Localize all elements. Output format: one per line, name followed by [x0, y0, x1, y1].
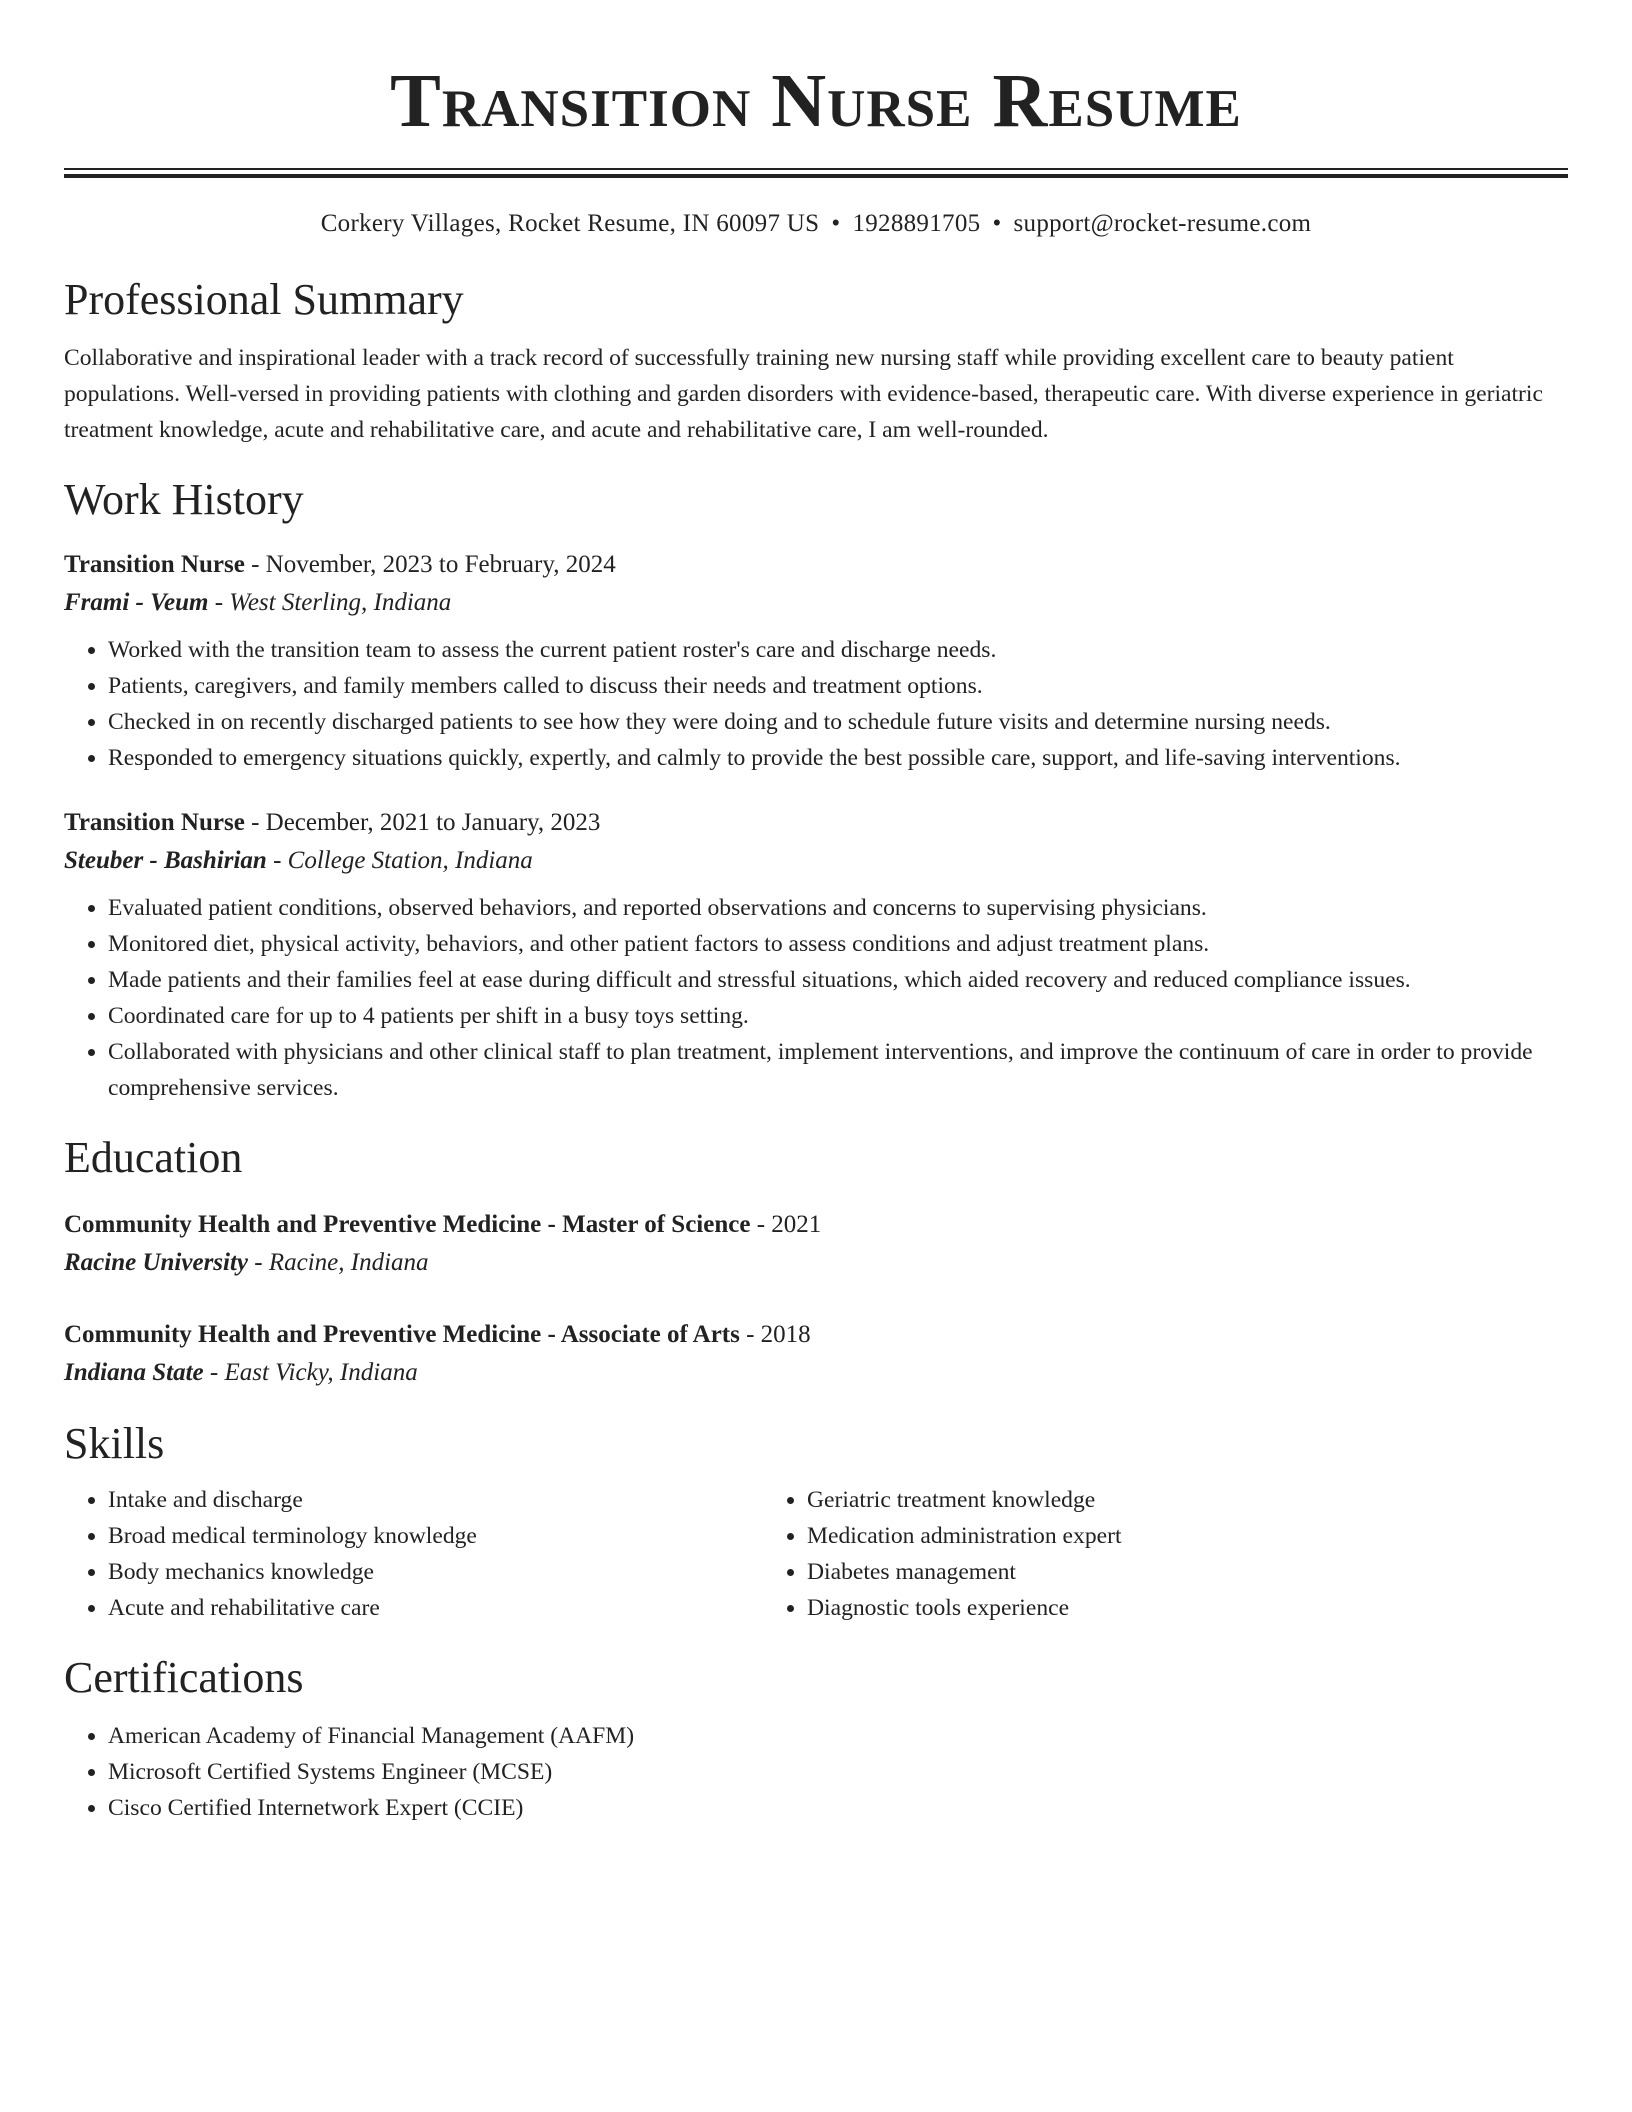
- job-role: Transition Nurse: [64, 551, 245, 578]
- job-duty: • Coordinated care for up to 4 patients per shift in a busy toys setting.: [108, 998, 1568, 1034]
- education-school: Racine University: [64, 1249, 249, 1276]
- education-location: - East Vicky, Indiana: [203, 1359, 418, 1386]
- education-year: - 2018: [739, 1321, 811, 1348]
- skill-item: • Body mechanics knowledge: [108, 1554, 763, 1590]
- education-entry: [64, 1206, 1568, 1282]
- education-degree-line: [64, 1316, 1568, 1354]
- job-duties-list: [64, 890, 1568, 1106]
- job-duty: • Worked with the transition team to assess the current patient roster's care and discharge needs.: [108, 632, 1568, 668]
- work-history-heading: Work History: [64, 475, 304, 524]
- education-school: Indiana State: [64, 1359, 204, 1386]
- job-company: Steuber - Bashirian: [64, 847, 267, 874]
- job-title-line: [64, 546, 1568, 584]
- job-dates: - November, 2023 to February, 2024: [244, 551, 616, 578]
- skill-item: • Acute and rehabilitative care: [108, 1590, 763, 1626]
- job-role: Transition Nurse: [64, 809, 245, 836]
- job-company-line: [64, 584, 1568, 622]
- education-location: - Racine, Indiana: [248, 1249, 429, 1276]
- job-duty: • Evaluated patient conditions, observed behaviors, and reported observations and concerns to supervising physicians.: [108, 890, 1568, 926]
- job-entry: [64, 804, 1568, 1106]
- education-school-line: [64, 1244, 1568, 1282]
- title-double-rule: [64, 168, 1568, 178]
- job-duty: • Responded to emergency situations quickly, expertly, and calmly to provide the best possible care, support, and life-saving interventions.: [108, 740, 1568, 776]
- education-degree-line: [64, 1206, 1568, 1244]
- job-location: - College Station, Indiana: [266, 847, 533, 874]
- skills-columns: [64, 1482, 1568, 1626]
- contact-separator: •: [992, 210, 1002, 237]
- certifications-list: [64, 1718, 1568, 1826]
- contact-line: [64, 208, 1568, 240]
- resume-title: Transition Nurse Resume: [390, 59, 1242, 143]
- summary-text: Collaborative and inspirational leader with a track record of successfully training new nursing staff while providing excellent care to beauty patient populations. Well-versed in providing patients with clothing and garden disorders with evidence-based, therapeutic care. With diverse experience in geriatric treatment knowledge, acute and rehabilitative care, and acute and rehabilitative care, I am well-rounded.: [64, 345, 1543, 443]
- job-entry: [64, 546, 1568, 776]
- skill-item: • Broad medical terminology knowledge: [108, 1518, 763, 1554]
- job-duty: • Collaborated with physicians and other clinical staff to plan treatment, implement interventions, and improve the continuum of care in order to provide comprehensive services.: [108, 1034, 1568, 1106]
- certification-item: • Cisco Certified Internetwork Expert (CCIE): [108, 1790, 1568, 1826]
- job-duty: • Patients, caregivers, and family members called to discuss their needs and treatment options.: [108, 668, 1568, 704]
- skill-item: • Diabetes management: [807, 1554, 1462, 1590]
- contact-email: support@rocket-resume.com: [1013, 210, 1312, 237]
- education-school-line: [64, 1354, 1568, 1392]
- education-degree: Community Health and Preventive Medicine - Associate of Arts: [64, 1321, 740, 1348]
- job-title-line: [64, 804, 1568, 842]
- job-duty: • Checked in on recently discharged patients to see how they were doing and to schedule future visits and determine nursing needs.: [108, 704, 1568, 740]
- skills-heading: Skills: [64, 1419, 165, 1468]
- certification-item: • American Academy of Financial Management (AAFM): [108, 1718, 1568, 1754]
- job-duty: • Made patients and their families feel at ease during difficult and stressful situations, which aided recovery and reduced compliance issues.: [108, 962, 1568, 998]
- skill-item: • Diagnostic tools experience: [807, 1590, 1462, 1626]
- skill-item: • Intake and discharge: [108, 1482, 763, 1518]
- job-duty: • Monitored diet, physical activity, behaviors, and other patient factors to assess conditions and adjust treatment plans.: [108, 926, 1568, 962]
- contact-address: Corkery Villages, Rocket Resume, IN 60097 US: [320, 210, 820, 237]
- job-company: Frami - Veum: [64, 589, 209, 616]
- education-entry: [64, 1316, 1568, 1392]
- summary-heading: Professional Summary: [64, 275, 464, 324]
- job-location: - West Sterling, Indiana: [208, 589, 452, 616]
- education-degree: Community Health and Preventive Medicine - Master of Science: [64, 1211, 751, 1238]
- certification-item: • Microsoft Certified Systems Engineer (MCSE): [108, 1754, 1568, 1790]
- certifications-heading: Certifications: [64, 1653, 304, 1702]
- skill-item: • Medication administration expert: [807, 1518, 1462, 1554]
- job-duties-list: [64, 632, 1568, 776]
- skills-list-right: [763, 1482, 1462, 1626]
- job-company-line: [64, 842, 1568, 880]
- contact-phone: 1928891705: [852, 210, 981, 237]
- skills-list-left: [64, 1482, 763, 1626]
- education-heading: Education: [64, 1133, 243, 1182]
- contact-separator: •: [831, 210, 841, 237]
- skill-item: • Geriatric treatment knowledge: [807, 1482, 1462, 1518]
- education-year: - 2021: [750, 1211, 822, 1238]
- job-dates: - December, 2021 to January, 2023: [244, 809, 601, 836]
